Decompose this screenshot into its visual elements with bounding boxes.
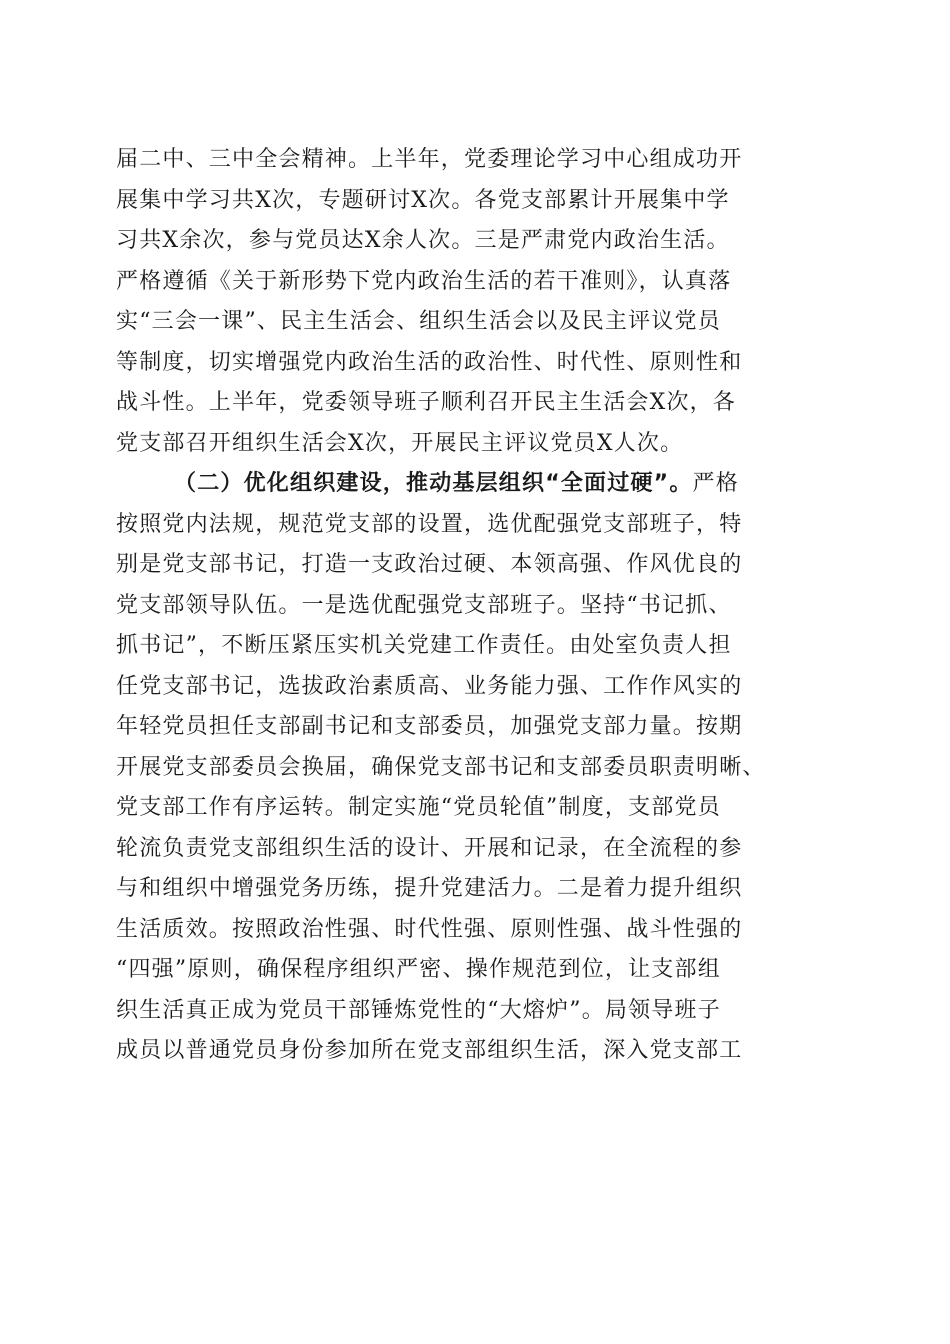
text-line: “四强”原则，确保程序组织严密、操作规范到位，让支部组 (116, 957, 721, 982)
section-heading: （二）优化组织建设，推动基层组织“全面过硬”。 (174, 471, 693, 496)
text-line: 等制度，切实增强党内政治生活的政治性、时代性、原则性和 (116, 349, 743, 375)
text-line: 轮流负责党支部组织生活的设计、开展和记录，在全流程的参 (116, 835, 743, 861)
document-body (116, 140, 836, 1072)
text-line: 战斗性。上半年，党委领导班子顺利召开民主生活会X次，各 (116, 390, 737, 415)
section-heading-line (116, 464, 836, 505)
text-line: 习共X余次，参与党员达X余人次。三是严肃党内政治生活。 (116, 228, 730, 253)
text-line: 届二中、三中全会精神。上半年，党委理论学习中心组成功开 (116, 147, 743, 172)
text-line: 实“三会一课”、民主生活会、组织生活会以及民主评议党员 (116, 309, 721, 334)
text-line: 按照党内法规，规范党支部的设置，选优配强党支部班子，特 (116, 511, 743, 537)
text-line: 开展党支部委员会换届，确保党支部书记和支部委员职责明晰、 (116, 754, 766, 780)
text-line: 与和组织中增强党务历练，提升党建活力。二是着力提升组织 (116, 876, 743, 901)
text-line: 年轻党员担任支部副书记和支部委员，加强党支部力量。按期 (116, 714, 743, 739)
text-line: 党支部召开组织生活会X次，开展民主评议党员X人次。 (116, 430, 684, 456)
text-line: 抓书记”，不断压紧压实机关党建工作责任。由处室负责人担 (116, 633, 732, 658)
text-line: 严格遵循《关于新形势下党内政治生活的若干准则》，认真落 (116, 268, 732, 294)
text-line: 党支部领导队伍。一是选优配强党支部班子。坚持“书记抓、 (116, 592, 732, 618)
text-line: 成员以普通党员身份参加所在党支部组织生活，深入党支部工 (116, 1038, 743, 1063)
paragraph-party-life (116, 140, 836, 464)
text-fragment: 严格 (692, 471, 739, 496)
paragraph-organization-building (116, 464, 836, 1072)
text-line: 织生活真正成为党员干部锤炼党性的“大熔炉”。局领导班子 (116, 997, 721, 1023)
text-line: 生活质效。按照政治性强、时代性强、原则性强、战斗性强的 (116, 916, 743, 942)
text-line: 党支部工作有序运转。制定实施“党员轮值”制度，支部党员 (116, 795, 721, 820)
text-line: 别是党支部书记，打造一支政治过硬、本领高强、作风优良的 (116, 552, 743, 577)
text-line: 展集中学习共X次，专题研讨X次。各党支部累计开展集中学 (116, 187, 730, 213)
text-line: 任党支部书记，选拔政治素质高、业务能力强、工作作风实的 (116, 673, 743, 699)
